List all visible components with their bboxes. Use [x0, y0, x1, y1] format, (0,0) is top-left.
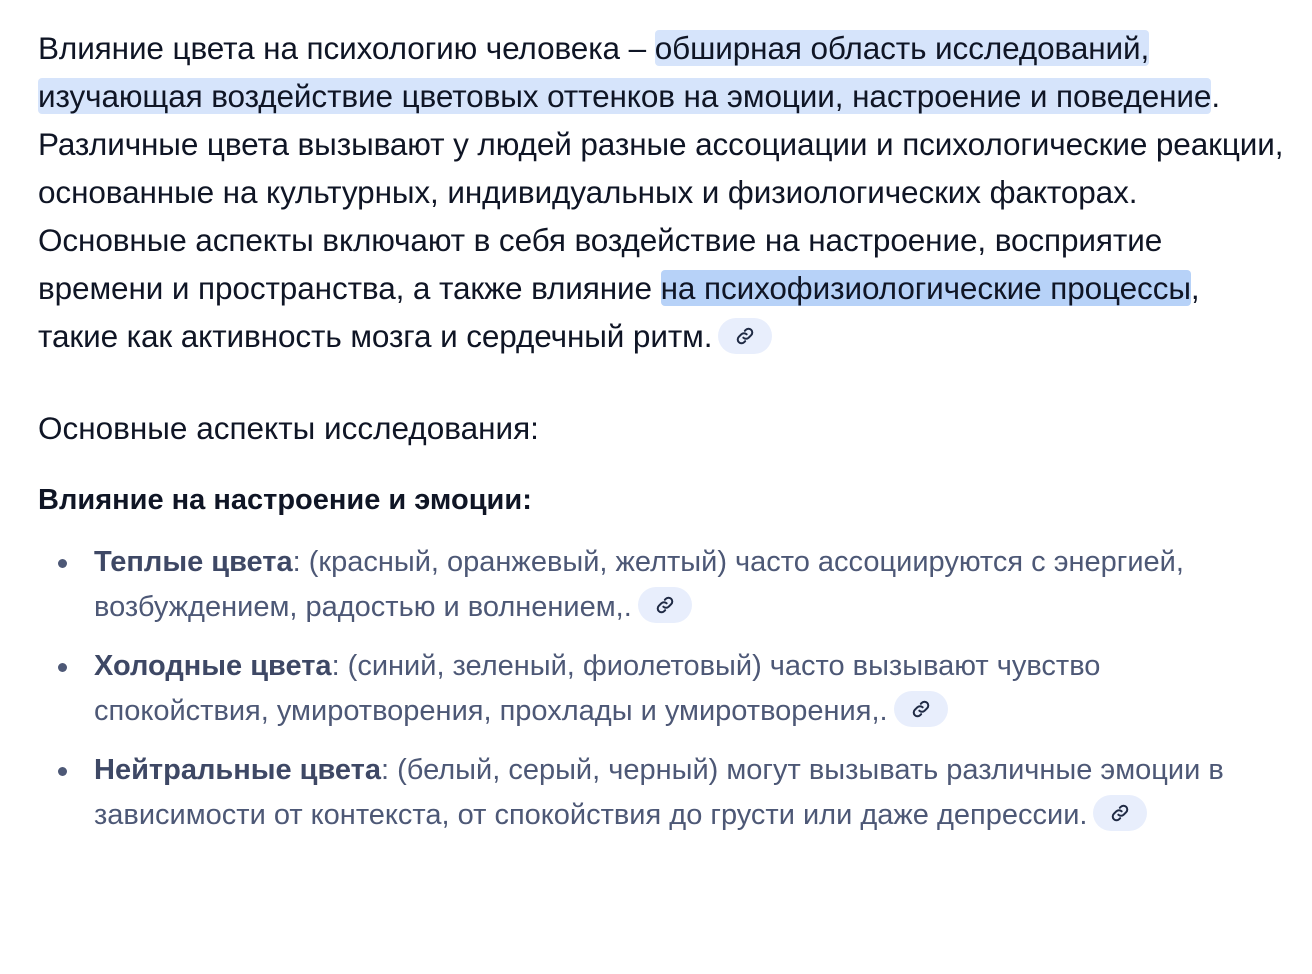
intro-paragraph: [38, 24, 1288, 360]
link-icon: [911, 699, 931, 719]
list-item-text: : (синий, зеленый, фиолетовый) часто вызывают чувство спокойствия, умиротворения, прохлады и умиротворения,.: [94, 650, 1101, 727]
list-item-warm: [38, 540, 1224, 630]
list-item-text: : (красный, оранжевый, желтый) часто ассоциируются с энергией, возбуждением, радостью и волнением,.: [94, 546, 1184, 623]
intro-text-3: , такие как активность мозга и сердечный ритм.: [38, 270, 1200, 354]
list-item-neutral: [38, 748, 1224, 838]
list-item-term: Теплые цвета: [94, 546, 293, 578]
list-item-term: Нейтральные цвета: [94, 754, 382, 786]
intro-text-1: Влияние цвета на психологию человека –: [38, 30, 655, 66]
source-link-button[interactable]: [1093, 795, 1147, 831]
link-icon: [735, 326, 755, 346]
link-icon: [655, 595, 675, 615]
intro-text-2: . Различные цвета вызывают у людей разные ассоциации и психологические реакции, основанные на культурных, индивидуальных и физиологических факторах. Основные аспекты включают в себя воздействие на настроение, восприятие времени и пространства, а также влияние: [38, 78, 1284, 306]
color-groups-list: [38, 540, 1288, 838]
highlighted-phrase-1[interactable]: обширная область исследований, изучающая воздействие цветовых оттенков на эмоции, настроение и поведение: [38, 30, 1212, 114]
list-item-term: Холодные цвета: [94, 650, 332, 682]
source-link-button[interactable]: [894, 691, 948, 727]
source-link-button[interactable]: [718, 318, 772, 354]
mood-section-title: Влияние на настроение и эмоции:: [38, 484, 532, 516]
source-link-button[interactable]: [638, 587, 692, 623]
link-icon: [1110, 803, 1130, 823]
list-item-cold: [38, 644, 1224, 734]
aspects-heading: Основные аспекты исследования:: [38, 410, 539, 446]
highlighted-phrase-2[interactable]: на психофизиологические процессы: [660, 270, 1191, 306]
list-item-text: : (белый, серый, черный) могут вызывать различные эмоции в зависимости от контекста, от спокойствия до грусти или даже депрессии.: [94, 754, 1224, 831]
